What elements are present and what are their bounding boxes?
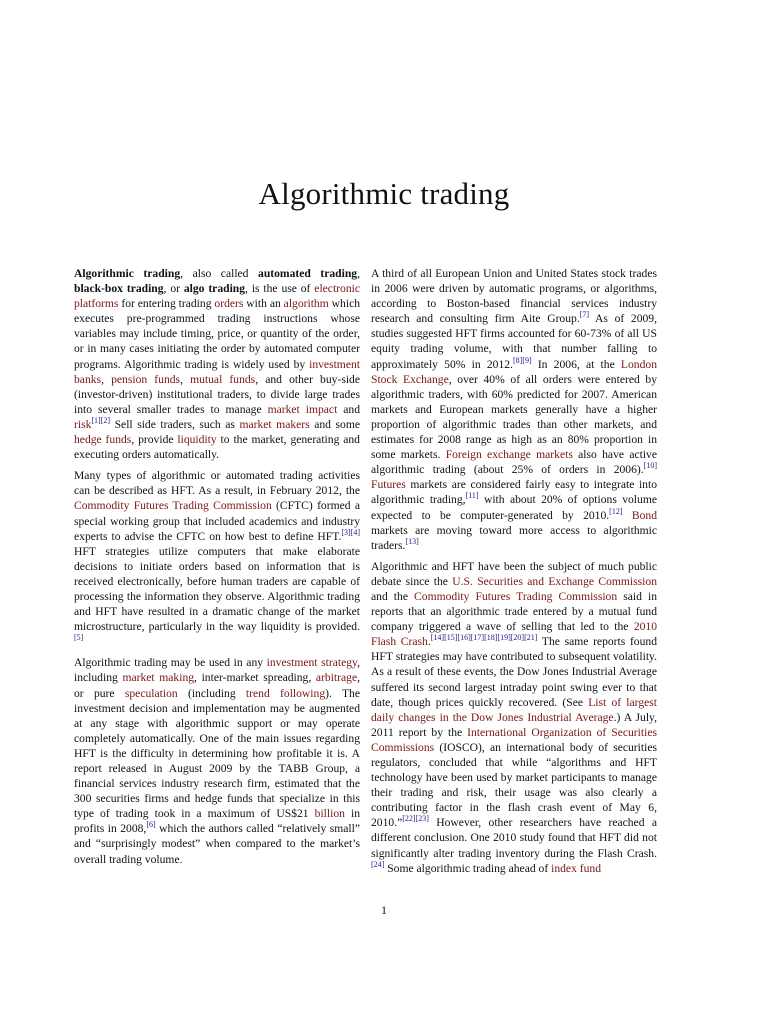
text-run: Sell side traders, such as [110, 417, 240, 431]
text-run: (IOSCO), an international body of securities regulators, concluded that while “algorithms and HFT technology have been used by market participants to manage their trading and risk, their usage was also clearly a contributing factor in the flash crash event of May 6, 2010.” [371, 740, 657, 830]
text-run: , is the use of [245, 282, 315, 296]
page-title: Algorithmic trading [258, 176, 510, 211]
wiki-link[interactable]: speculation [124, 686, 178, 700]
text-run: Algorithmic and HFT have been the subject of much public debate since the [371, 559, 657, 588]
wiki-link[interactable]: pension funds [111, 372, 181, 386]
text-run: , provide [131, 433, 178, 447]
citation-ref[interactable]: [3][4] [341, 527, 360, 537]
text-run: The same reports found HFT strategies may have contributed to subsequent volatility. As a result of these events, the Dow Jones Industrial Average suffered its second largest intraday point swing ever to that date, though prices quickly recovered. (See [371, 635, 657, 709]
citation-ref[interactable]: [10] [643, 461, 657, 471]
citation-ref[interactable]: [6] [146, 820, 156, 830]
citation-ref[interactable]: [7] [579, 310, 590, 320]
text-run [623, 509, 632, 522]
wiki-link[interactable]: liquidity [177, 433, 217, 447]
wiki-link[interactable]: market makers [239, 417, 310, 431]
text-run: markets are considered fairly easy to integrate into algorithmic trading, [371, 478, 657, 507]
text-run: Algorithmic trading may be used in any [74, 656, 267, 670]
bold-term: Algorithmic trading [74, 267, 181, 280]
right-column [371, 266, 657, 882]
citation-ref[interactable]: [13] [405, 536, 419, 546]
wiki-link[interactable]: hedge funds [74, 433, 132, 447]
text-run: , inter-market spreading, [194, 671, 316, 685]
text-run: , and other buy-side (investor-driven) institutional traders, to divide large trades into several smaller trades to manage [74, 372, 360, 416]
text-run: with an [243, 297, 284, 311]
citation-ref[interactable]: [12] [609, 506, 623, 516]
text-run: which executes pre-programmed trading instructions whose variables may include timing, price, or quantity of the order, or in many cases initiating the order by automated computer programs. Algorithmic trading is widely used by [74, 297, 361, 371]
text-run: As of 2009, studies suggested HFT firms accounted for 60-73% of all US equity trading volume, with that number falling to approximately 50% in 2012. [371, 312, 657, 371]
bold-term: automated trading [258, 267, 358, 280]
citation-ref[interactable]: [24] [371, 859, 385, 869]
text-run: ). The investment decision and implementation may be augmented at any stage with algorithmic support or may operate completely automatically. One of the main issues regarding HFT is the difficulty in determining how profitable it is. A report released in August 2009 by the TABB Group, a financial services industry research firm, estimated that the 300 securities firms and hedge funds that specialize in this type of trading took in a maximum of US$21 [74, 686, 360, 821]
text-run: , including [74, 656, 360, 685]
paragraph [74, 468, 360, 649]
text-run: for entering trading [118, 297, 215, 311]
wiki-link[interactable]: billion [314, 807, 345, 821]
wiki-link[interactable]: risk [74, 417, 92, 431]
wiki-link[interactable]: electronic platforms [74, 282, 360, 311]
wiki-link[interactable]: mutual funds [190, 372, 256, 386]
text-run: . [427, 635, 431, 649]
wiki-link[interactable]: List of largest daily changes in the Dow Jones Industrial Average [371, 695, 657, 724]
citation-ref[interactable]: [1][2] [91, 416, 111, 426]
wiki-link[interactable]: U.S. Securities and Exchange Commission [452, 574, 657, 588]
text-run: , [180, 372, 191, 386]
text-run: also have active algorithmic trading (about 25% of orders in 2006). [371, 448, 657, 477]
page-number: 1 [381, 903, 387, 917]
citation-ref[interactable]: [22][23] [402, 814, 429, 824]
wiki-link[interactable]: International Organization of Securities Commissions [371, 725, 657, 754]
text-run: , or pure [74, 671, 360, 700]
text-run: In 2006, at the [531, 357, 621, 371]
wiki-link[interactable]: market impact [267, 402, 338, 416]
bold-term: black-box trading [74, 282, 164, 296]
paragraph [74, 266, 360, 462]
citation-ref[interactable]: [5] [74, 633, 84, 643]
wiki-link[interactable]: London Stock Exchange [371, 357, 657, 386]
wiki-link[interactable]: index fund [551, 861, 602, 875]
text-run: , [357, 267, 360, 280]
text-run: and [337, 402, 361, 416]
paragraph [371, 266, 657, 553]
text-run: , over 40% of all orders were entered by algorithmic traders, with 60% predicted for 2007. American markets and European markets generally have a higher proportion of algorithmic trades than other markets, and estimates for 2008 range as high as an 80% proportion in some markets. [371, 372, 657, 462]
text-run: (CFTC) formed a special working group that included academics and industry experts to advise the CFTC on how best to define HFT. [74, 499, 360, 543]
wiki-link[interactable]: Commodity Futures Trading Commission [74, 499, 272, 513]
left-column [74, 266, 360, 873]
wiki-link[interactable]: trend following [245, 686, 326, 700]
text-run: , [101, 372, 112, 386]
wiki-link[interactable]: 2010 Flash Crash [371, 620, 657, 649]
text-run: Many types of algorithmic or automated trading activities can be described as HFT. As a result, in February 2012, the [74, 469, 360, 498]
text-run: said in reports that an algorithmic trade entered by a mutual fund company triggered a wave of selling that led to the [371, 589, 657, 634]
wiki-link[interactable]: Foreign exchange markets [445, 448, 573, 462]
text-run: , or [163, 282, 184, 296]
wiki-link[interactable]: algorithm [283, 297, 329, 311]
text-run: with about 20% of options volume expected to be computer-generated by 2010. [371, 493, 657, 522]
citation-ref[interactable]: [11] [465, 491, 479, 501]
wiki-link[interactable]: market making [122, 671, 195, 685]
text-run: which the authors called “relatively small” and “surprisingly modest” when compared to the market’s overall trading volume. [74, 822, 360, 866]
text-run: (including [177, 686, 246, 700]
wiki-link[interactable]: Bond [631, 508, 657, 522]
paragraph [371, 559, 657, 876]
text-run: Some algorithmic trading ahead of [384, 861, 552, 875]
text-run: HFT strategies utilize computers that make elaborate decisions to initiate orders based on information that is received electronically, before human traders are capable of processing the information they observe. Algorithmic trading and HFT have resulted in a dramatic change of the market microstructure, particularly in the way liquidity is provided. [74, 544, 360, 634]
text-run: to the market, generating and executing orders automatically. [74, 433, 360, 462]
wiki-link[interactable]: arbitrage [315, 671, 358, 685]
citation-ref[interactable]: [14][15][16][17][18][19][20][21] [430, 633, 538, 643]
wiki-link[interactable]: investment banks [74, 357, 360, 386]
citation-ref[interactable]: [8][9] [512, 355, 532, 365]
text-run: and some [309, 417, 360, 431]
text-run: A third of all European Union and United States stock trades in 2006 were driven by automatic programs, or algorithms, according to Boston-based financial services industry research and consulting firm Aite Group. [371, 267, 657, 326]
bold-term: algo trading [183, 282, 246, 296]
paragraph [74, 655, 360, 866]
text-run: markets are moving toward more access to algorithmic traders. [371, 523, 657, 552]
text-run: in profits in 2008, [74, 807, 360, 836]
wiki-link[interactable]: orders [214, 297, 244, 311]
text-run: .) A July, 2011 report by the [371, 710, 658, 739]
text-run: However, other researchers have reached a different conclusion. One 2010 study found that HFT did not significantly alter trading inventory during the Flash Crash. [371, 816, 657, 860]
text-run: , also called [180, 267, 259, 280]
wiki-link[interactable]: investment strategy [266, 656, 358, 670]
wiki-link[interactable]: Commodity Futures Trading Commission [414, 589, 618, 603]
wiki-link[interactable]: Futures [371, 478, 406, 492]
text-run: and the [371, 589, 415, 603]
